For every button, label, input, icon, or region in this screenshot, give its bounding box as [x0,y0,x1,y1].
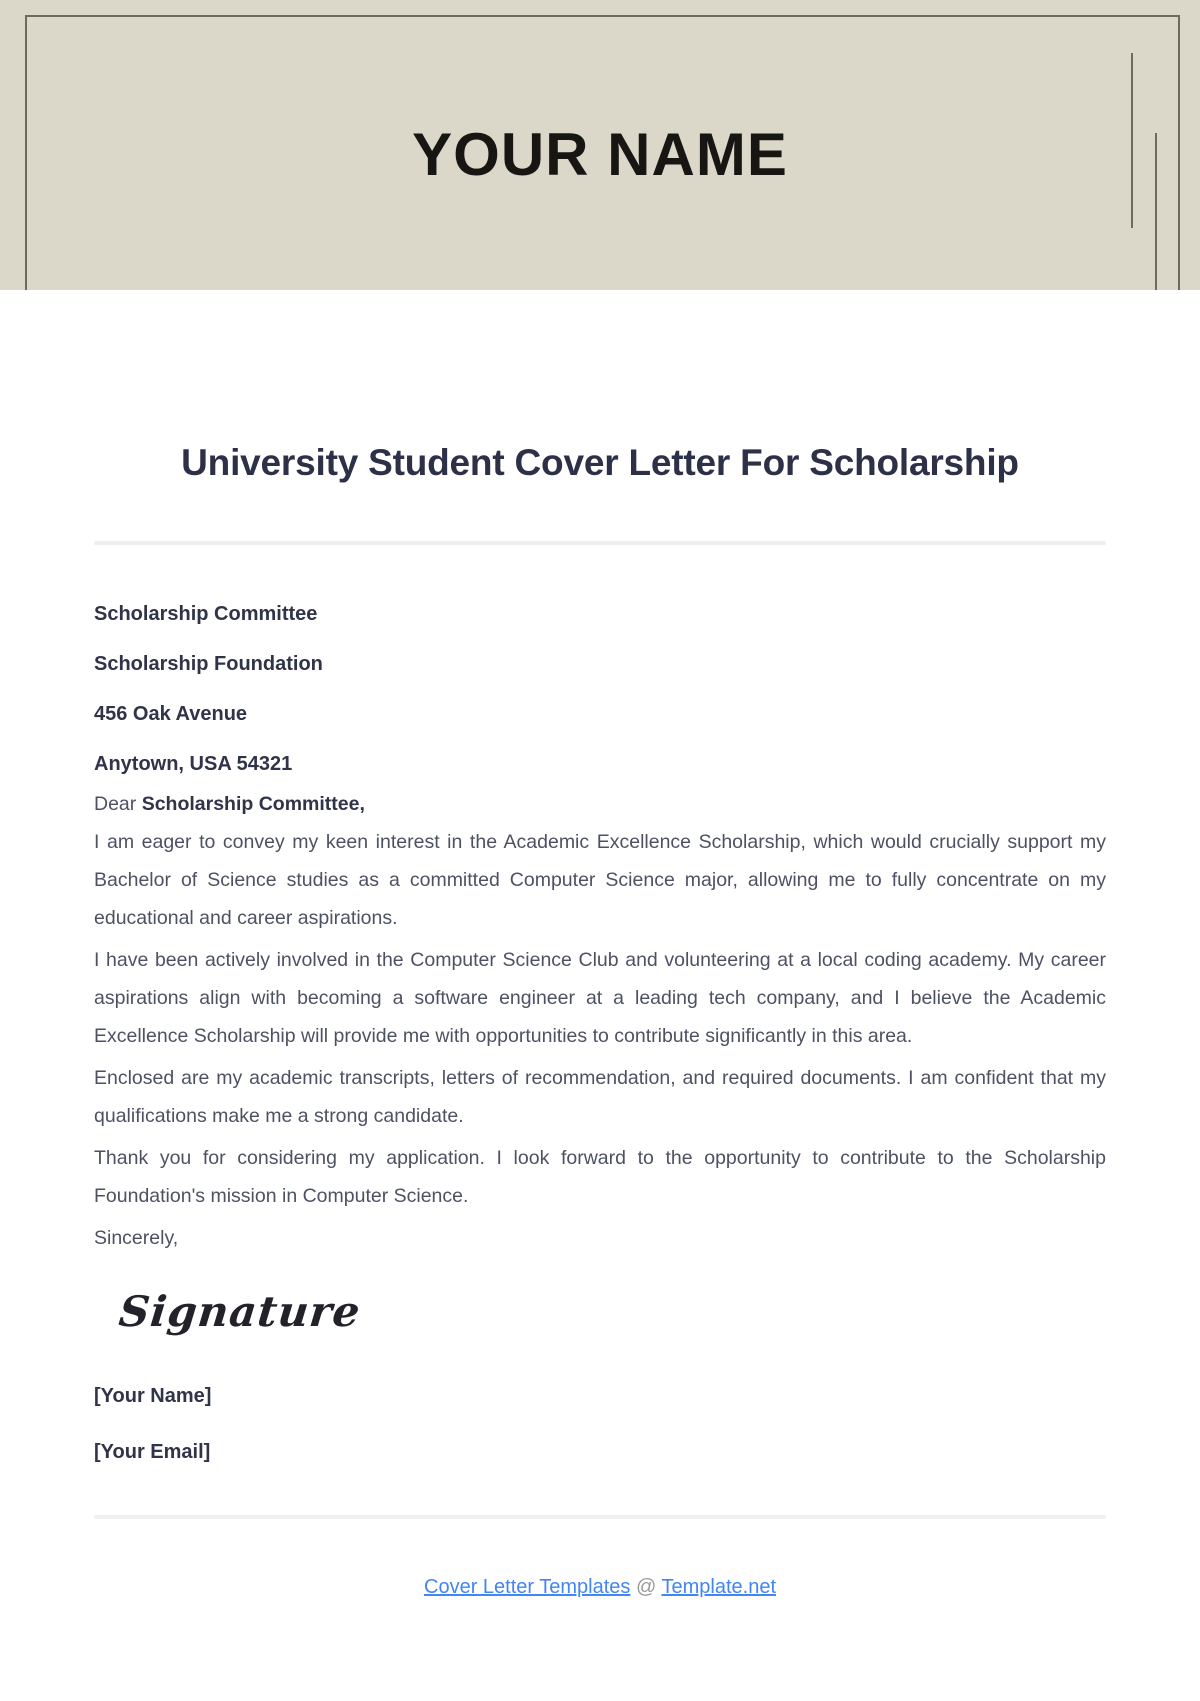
template-net-link[interactable]: Template.net [661,1576,776,1598]
recipient-line: 456 Oak Avenue [94,703,248,725]
letterhead [0,0,1200,290]
footer-at-separator: @ [635,1576,657,1598]
document-title: University Student Cover Letter For Scholarship [181,442,1019,483]
title-divider [94,541,1106,545]
signoff-block [94,1383,1106,1465]
salutation [94,785,1106,823]
signoff-name: [Your Name] [94,1385,212,1407]
cover-letter-templates-link[interactable]: Cover Letter Templates [424,1576,631,1598]
letter-body [94,440,1106,1519]
letter-paragraph: Enclosed are my academic transcripts, letters of recommendation, and required documents. I am confident that my qualifications make me a strong candidate. [94,1067,1106,1127]
recipient-line: Scholarship Committee [94,603,318,625]
recipient-line: Anytown, USA 54321 [94,753,293,775]
signature-script: Signature [116,1287,364,1336]
recipient-address-block [94,601,1106,777]
letter-paragraph: Thank you for considering my application. I look forward to the opportunity to contribute to the Scholarship Foundation's mission in Computer Science. [94,1147,1106,1207]
footer-divider [94,1515,1106,1519]
signoff-email: [Your Email] [94,1441,211,1463]
letter-paragraph: I have been actively involved in the Computer Science Club and volunteering at a local coding academy. My career aspirations align with becoming a software engineer at a leading tech company, and I believe the Academic Excellence Scholarship will provide me with opportunities to contribute significantly in this area. [94,949,1106,1047]
closing-line: Sincerely, [94,1227,179,1249]
letterhead-name: YOUR NAME [412,121,788,188]
salutation-recipient: Scholarship Committee, [141,793,365,815]
page-footer [0,1572,1200,1602]
letter-paragraph: I am eager to convey my keen interest in the Academic Excellence Scholarship, which would crucially support my Bachelor of Science studies as a committed Computer Science major, allowing me to fully concentrate on my educational and career aspirations. [94,831,1106,929]
recipient-line: Scholarship Foundation [94,653,323,675]
salutation-prefix: Dear [94,793,142,815]
